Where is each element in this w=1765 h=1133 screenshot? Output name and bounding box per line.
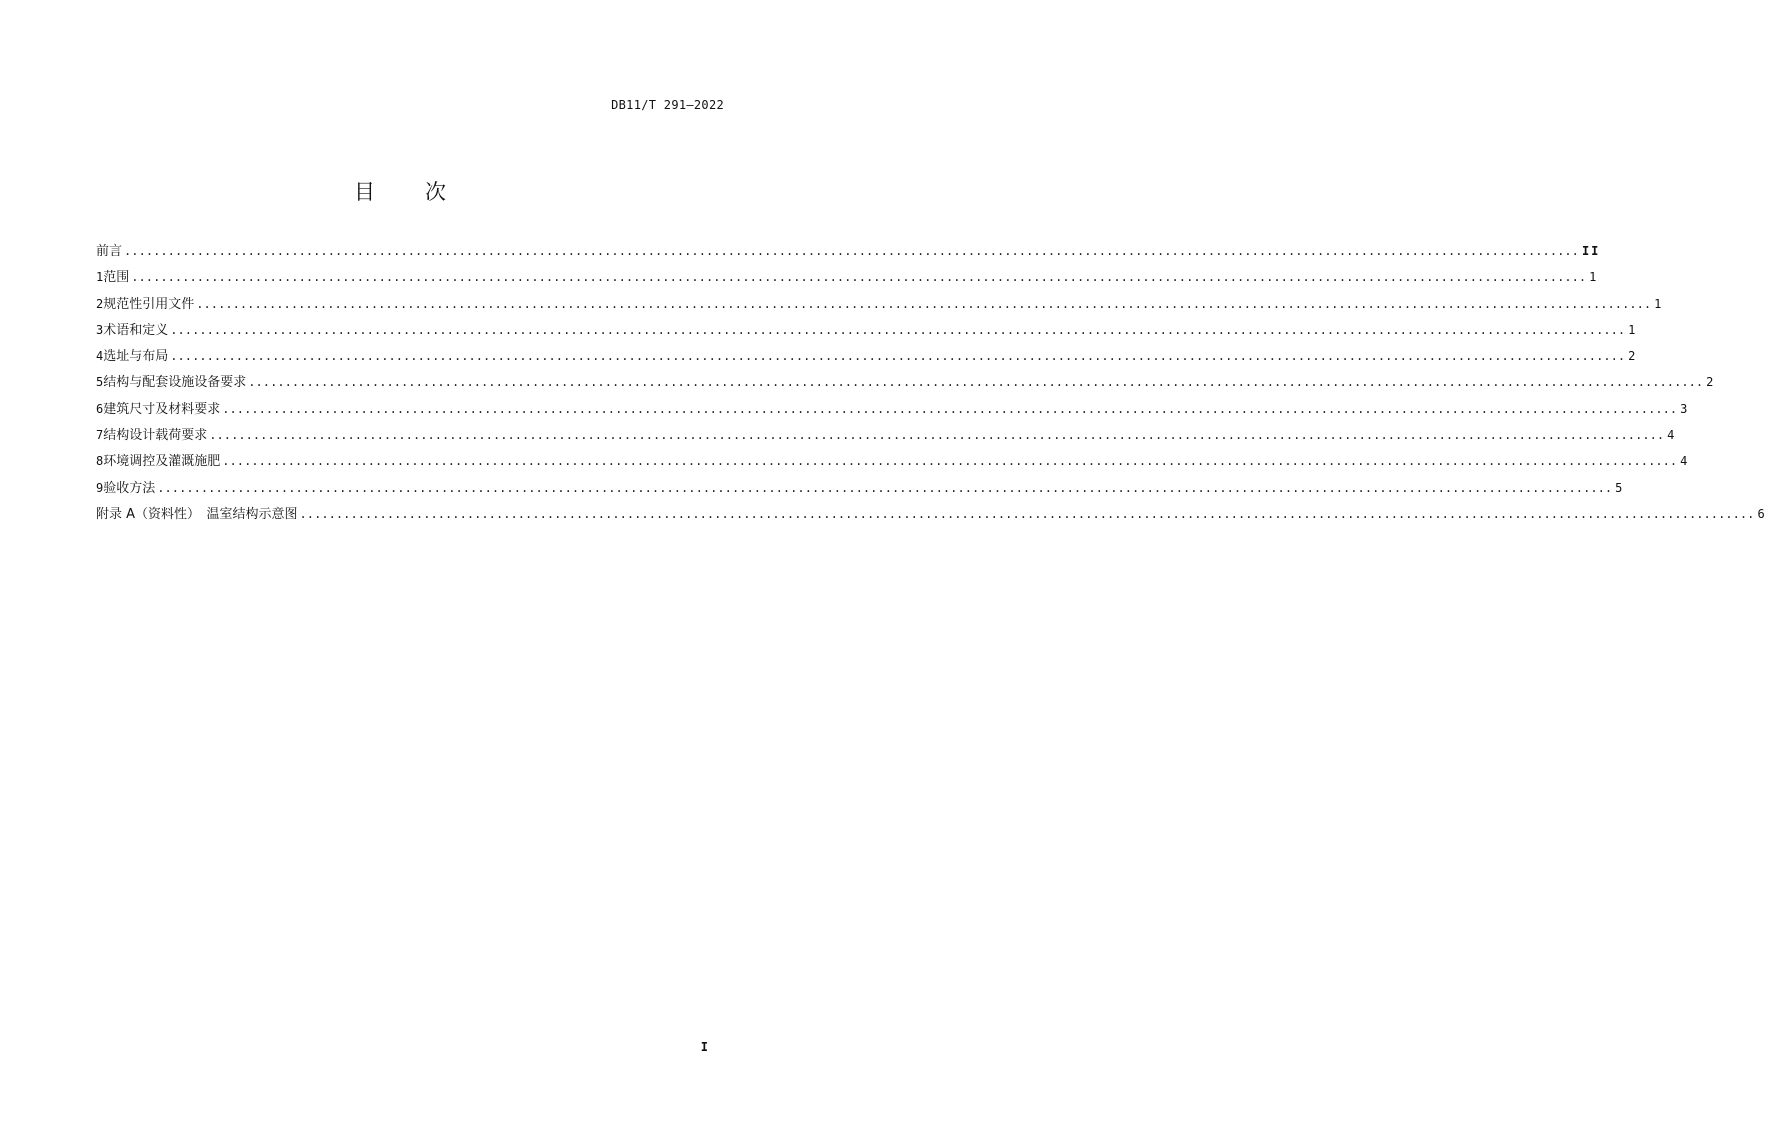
toc-entry-8[interactable] — [96, 452, 1688, 478]
toc-entry-1[interactable] — [96, 268, 1597, 294]
toc-entry-label: 范围 — [103, 270, 130, 286]
toc-entry-label: 结构与配套设施设备要求 — [103, 375, 247, 391]
toc-entry-number: 2 — [96, 296, 104, 311]
toc-entry-page: 1 — [1589, 270, 1597, 285]
toc-leader-dots: ........................................................................................................................................................................................................ — [299, 506, 1755, 521]
toc-entry-label: 选址与布局 — [103, 349, 169, 365]
toc-entry-number: 8 — [96, 454, 104, 469]
toc-entry-label: 附录 A（资料性） 温室结构示意图 — [96, 506, 298, 522]
toc-entry-4[interactable] — [96, 347, 1636, 373]
table-of-contents — [96, 242, 1765, 531]
toc-entry-label: 结构设计载荷要求 — [103, 428, 208, 444]
toc-entry-3[interactable] — [96, 321, 1636, 347]
toc-entry-foreword[interactable] — [96, 242, 1601, 268]
toc-entry-page: 6 — [1757, 506, 1765, 521]
toc-entry-number: 1 — [96, 270, 104, 285]
toc-leader-dots: ........................................................................................................................................................................................................ — [170, 322, 1626, 337]
document-code: DB11/T 291—2022 — [611, 98, 724, 112]
toc-title-char-2: 次 — [425, 180, 446, 204]
toc-title-char-1: 目 — [354, 180, 375, 204]
toc-entry-label: 环境调控及灌溉施肥 — [103, 454, 221, 470]
toc-leader-dots: ........................................................................................................................................................................................................ — [196, 296, 1652, 311]
toc-entry-number: 9 — [96, 480, 104, 495]
toc-entry-page: 4 — [1667, 428, 1675, 443]
toc-entry-label: 建筑尺寸及材料要求 — [103, 401, 221, 417]
toc-leader-dots: ........................................................................................................................................................................................................ — [131, 270, 1587, 285]
toc-leader-dots: ........................................................................................................................................................................................................ — [209, 428, 1665, 443]
toc-leader-dots: ........................................................................................................................................................................................................ — [222, 401, 1678, 416]
toc-title — [0, 176, 800, 206]
toc-entry-9[interactable] — [96, 479, 1623, 505]
page-number: I — [700, 1040, 708, 1054]
toc-entry-number: 5 — [96, 375, 104, 390]
toc-entry-page: II — [1581, 244, 1601, 258]
toc-entry-label: 规范性引用文件 — [103, 296, 195, 312]
toc-entry-page: 2 — [1706, 375, 1714, 390]
toc-entry-number: 4 — [96, 349, 104, 364]
toc-entry-number: 3 — [96, 322, 104, 337]
toc-entry-6[interactable] — [96, 400, 1688, 426]
toc-entry-appendix-a[interactable] — [96, 505, 1765, 531]
toc-leader-dots: ........................................................................................................................................................................................................ — [222, 454, 1678, 469]
toc-entry-2[interactable] — [96, 295, 1662, 321]
toc-entry-5[interactable] — [96, 373, 1714, 399]
toc-entry-number: 6 — [96, 401, 104, 416]
toc-entry-number: 7 — [96, 428, 104, 443]
toc-entry-page: 3 — [1680, 401, 1688, 416]
toc-leader-dots: ........................................................................................................................................................................................................ — [124, 244, 1579, 258]
toc-entry-page: 4 — [1680, 454, 1688, 469]
toc-entry-page: 5 — [1615, 480, 1623, 495]
toc-entry-7[interactable] — [96, 426, 1675, 452]
toc-entry-label: 术语和定义 — [103, 322, 169, 338]
toc-entry-label: 前言 — [96, 244, 123, 259]
toc-leader-dots: ........................................................................................................................................................................................................ — [170, 349, 1626, 364]
toc-entry-label: 验收方法 — [103, 480, 156, 496]
toc-leader-dots: ........................................................................................................................................................................................................ — [248, 375, 1704, 390]
toc-entry-page: 1 — [1654, 296, 1662, 311]
toc-entry-page: 2 — [1628, 349, 1636, 364]
toc-leader-dots: ........................................................................................................................................................................................................ — [157, 480, 1613, 495]
toc-entry-page: 1 — [1628, 322, 1636, 337]
